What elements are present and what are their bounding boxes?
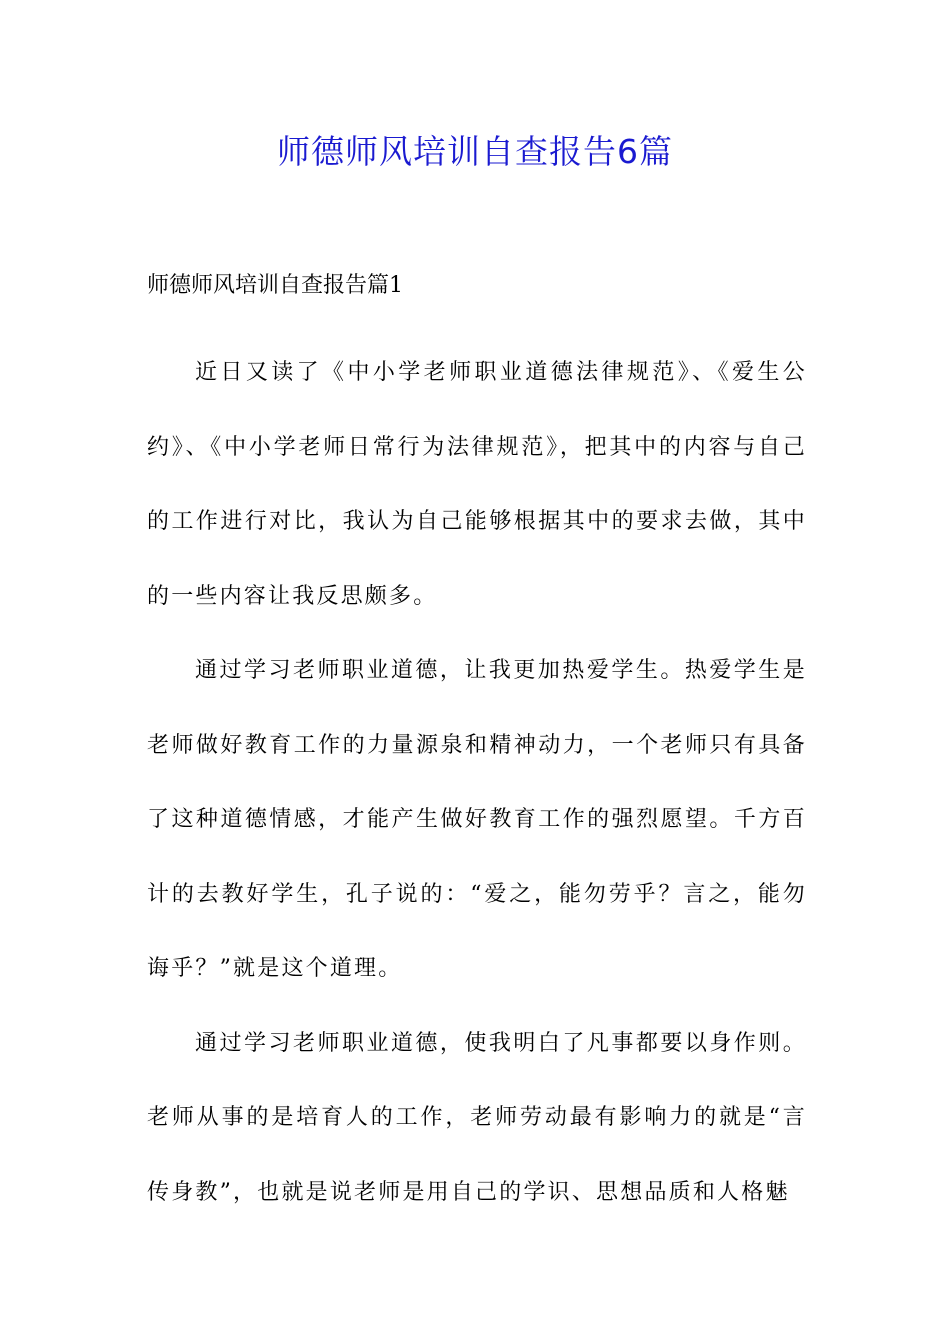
paragraph: 近日又读了《中小学老师职业道德法律规范》、《爱生公约》、《中小学老师日常行为法律规范》，把其中的内容与自己的工作进行对比，我认为自己能够根据其中的要求去做，其中的一些内容让我反思颇多。 [147,360,807,609]
section-heading: 师德师风培训自查报告篇1 [147,273,403,298]
paragraph: 通过学习老师职业道德，使我明白了凡事都要以身作则。老师从事的是培育人的工作，老师劳动最有影响力的就是“言传身教”，也就是说老师是用自己的学识、思想品质和人格魅 [147,1030,807,1205]
document-title: 师德师风培训自查报告6篇 [277,132,673,171]
paragraph: 通过学习老师职业道德，让我更加热爱学生。热爱学生是老师做好教育工作的力量源泉和精神动力，一个老师只有具备了这种道德情感，才能产生做好教育工作的强烈愿望。千方百计的去教好学生，孔子说的：“爱之，能勿劳乎？言之，能勿诲乎？”就是这个道理。 [147,658,807,981]
document-body [147,336,807,1230]
